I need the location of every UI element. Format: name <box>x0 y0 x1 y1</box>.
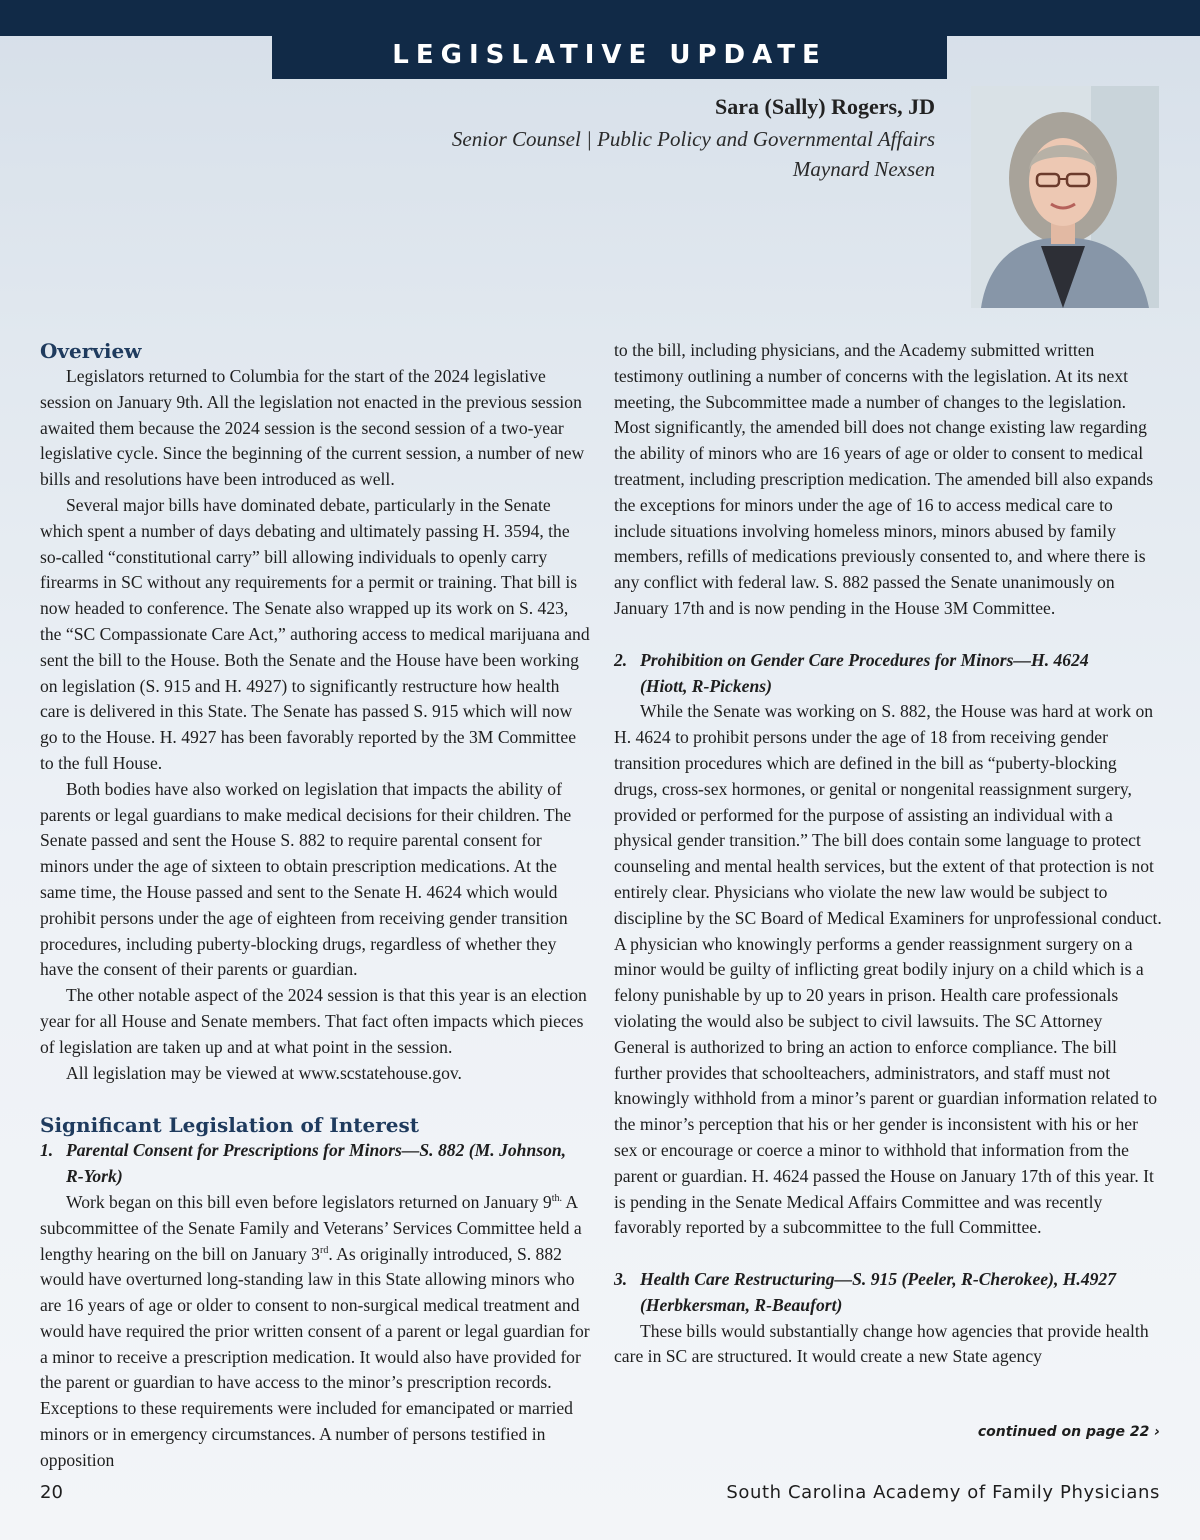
item-2-title: 2. Prohibition on Gender Care Procedures for Minors—H. 4624 (Hiott, R-Pickens) <box>614 649 1089 696</box>
item-1-paragraph-1: Work began on this bill even before legislators returned on January $9^{th.}$ A subcommittee of the Senate Family and Veterans’ Services Committee held a lengthy hearing on the bill on January 3rd. As originally introduced, S. 882 would have overturned long-standing law in this State allowing minors who are 16 years of age or older to consent to non-surgical medical treatment and would have required the prior written consent of a parent or legal guardian for a minor to receive a prescription medication. It would also have provided for the parent or guardian to have access to the minor’s prescription records. Exceptions to these requirements were included for emancipated or married minors or in emergency circumstances. A number of persons testified in opposition <box>40 1191 590 1470</box>
right-column <box>614 338 1162 1370</box>
item-1-paragraph-2: to the bill, including physicians, and the Academy submitted written testimony outlining a number of concerns with the legislation. At its next meeting, the Subcommittee made a number of changes to the legislation. Most significantly, the amended bill does not change existing law regarding the ability of minors who are 16 years of age or older to consent to medical treatment, including prescription medication. The amended bill also expands the exceptions for minors under the age of 16 to access medical care to include situations involving homeless minors, minors abused by family members, refills of medications previously consented to, and where there is any conflict with federal law. S. 882 passed the Senate unanimously on January 17th and is now pending in the House 3M Committee. <box>614 340 1154 618</box>
author-title: Senior Counsel | Public Policy and Governmental Affairs <box>451 127 935 151</box>
overview-paragraph-4: The other notable aspect of the 2024 session is that this year is an election year for all House and Senate members. That fact often impacts which pieces of legislation are taken up and at what point in the session. <box>40 985 587 1057</box>
overview-paragraph-1: Legislators returned to Columbia for the start of the 2024 legislative session on January 9th. All the legislation not enacted in the previous session awaited them because the 2024 session is the second session of a two-year legislative cycle. Since the beginning of the current session, a number of new bills and resolutions have been introduced as well. <box>40 366 585 490</box>
overview-paragraph-3: Both bodies have also worked on legislation that impacts the ability of parents or legal guardians to make medical decisions for their children. The Senate passed and sent the House S. 882 to require parental consent for minors under the age of sixteen to obtain prescription medications. At the same time, the House passed and sent to the Senate H. 4624 which would prohibit persons under the age of eighteen from receiving gender transition procedures, including puberty-blocking drugs, regardless of whether they have the consent of their parents or guardian. <box>40 778 572 980</box>
section-banner: LEGISLATIVE UPDATE <box>272 36 947 79</box>
item-3-title: 3. Health Care Restructuring—S. 915 (Peeler, R-Cherokee), H.4927 (Herbkersman, R-Beaufort) <box>614 1269 1117 1315</box>
left-column <box>40 338 592 1474</box>
overview-paragraph-2: Several major bills have dominated debate, particularly in the Senate which spent a number of days debating and ultimately passing H. 3594, the so-called “constitutional carry” bill allowing individuals to openly carry firearms in SC without any requirements for a permit or training. That bill is now headed to conference. The Senate also wrapped up its work on S. 423, the “SC Compassionate Care Act,” authoring access to medical marijuana and sent the bill to the House. Both the Senate and the House have been working on legislation (S. 915 and H. 4927) to significantly restructure how health care is delivered in this State. The Senate has passed S. 915 which will now go to the House. H. 4927 has been favorably reported by the 3M Committee to the full House. <box>40 494 590 773</box>
author-portrait-photo <box>971 86 1159 308</box>
continued-link[interactable]: continued on page 22 › <box>977 1424 1160 1440</box>
overview-paragraph-5: All legislation may be viewed at www.scstatehouse.gov. <box>66 1062 462 1083</box>
author-block <box>452 90 935 184</box>
author-firm: Maynard Nexsen <box>792 157 935 181</box>
author-name: Sara (Sally) Rogers, JD <box>715 94 935 119</box>
item-3-paragraph-1: These bills would substantially change how agencies that provide health care in SC are structured. It would create a new State agency <box>614 1320 1149 1367</box>
top-bar <box>0 0 1200 36</box>
overview-heading: Overview <box>40 339 142 363</box>
item-1-title: 1. Parental Consent for Prescriptions for Minors—S. 882 (M. Johnson, R-York) <box>40 1140 567 1187</box>
page-number: 20 <box>40 1482 63 1503</box>
publication-name: South Carolina Academy of Family Physicians <box>726 1482 1160 1503</box>
significant-heading: Significant Legislation of Interest <box>40 1113 419 1138</box>
item-2-paragraph-1: While the Senate was working on S. 882, the House was hard at work on H. 4624 to prohibit persons under the age of 18 from receiving gender transition procedures which are defined in the bill as “puberty-blocking drugs, cross-sex hormones, or genital or nongenital reassignment surgery, provided or performed for the purpose of assisting an individual with a physical gender transition.” The bill does contain some language to protect counseling and mental health services, but the extent of that protection is not entirely clear. Physicians who violate the new law would be subject to discipline by the SC Board of Medical Examiners for unprofessional conduct. A physician who knowingly performs a gender reassignment surgery on a minor would be guilty of inflicting great bodily injury on a child which is a felony punishable by up to 20 years in prison. Health care professionals violating the would also be subject to civil lawsuits. The SC Attorney General is authorized to bring an action to enforce compliance. The bill further provides that schoolteachers, administrators, and staff must not knowingly withhold from a minor’s parent or guardian information related to the minor’s perception that his or her gender is inconsistent with his or her sex or encourage or coerce a minor to withhold that information from the parent or guardian. H. 4624 passed the House on January 17th of this year. It is pending in the Senate Medical Affairs Committee and was recently favorably reported by a subcommittee to the full Committee. <box>614 701 1162 1238</box>
portrait-illustration <box>971 86 1159 308</box>
